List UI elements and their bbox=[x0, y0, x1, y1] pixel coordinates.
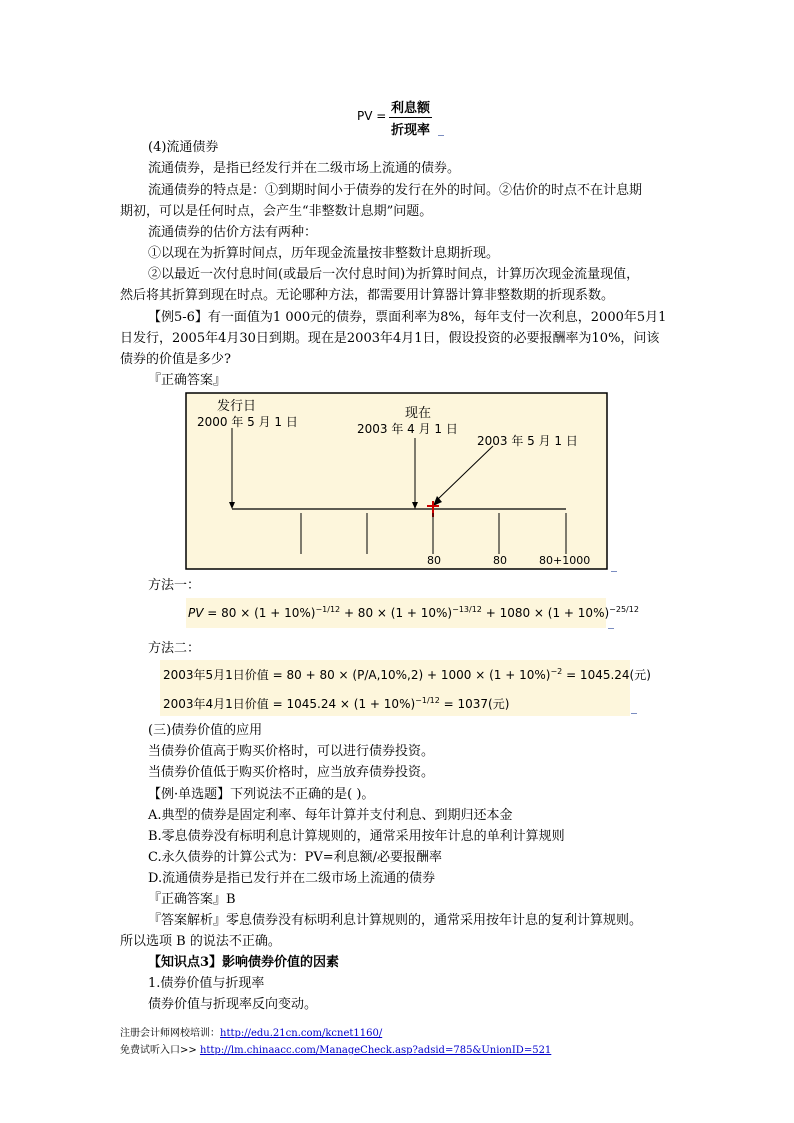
paragraph: 当债券价值低于购买价格时，应当放弃债券投资。 bbox=[148, 765, 435, 780]
pv-numerator: 利息额 bbox=[389, 97, 432, 118]
paragraph: ②以最近一次付息时间(或最后一次付息时间)为折算时间点，计算历次现金流量现值， bbox=[148, 267, 640, 282]
footer-label-1: 注册会计师网校培训： bbox=[120, 1028, 220, 1039]
cashflow-1-label: 80 bbox=[427, 554, 441, 567]
now-label: 现在 bbox=[405, 406, 432, 421]
paragraph: 期初，可以是任何时点，会产生“非整数计息期”问题。 bbox=[120, 204, 433, 219]
timeline-svg bbox=[185, 392, 608, 570]
paragraph: 流通债券，是指已经发行并在二级市场上流通的债券。 bbox=[148, 161, 461, 176]
paragraph: 然后将其折算到现在时点。无论哪种方法，都需要用计算器计算非整数期的折现系数。 bbox=[120, 288, 615, 303]
correct-answer: 『正确答案』B bbox=[148, 892, 236, 907]
question-heading: 【例·单选题】下列说法不正确的是( )。 bbox=[148, 787, 375, 802]
pv-denominator: 折现率 bbox=[391, 123, 431, 138]
footer-link-2[interactable]: http://lm.chinaacc.com/ManageCheck.asp?adsid=785&UnionID=521 bbox=[199, 1045, 552, 1056]
section-heading-application: (三)债券价值的应用 bbox=[148, 723, 263, 738]
paragraph: 当债券价值高于购买价格时，可以进行债券投资。 bbox=[148, 744, 435, 759]
knowledge-point-heading: 【知识点3】影响债券价值的因素 bbox=[148, 955, 340, 970]
paragraph: 日发行，2005年4月30日到期。现在是2003年4月1日，假设投资的必要报酬率为10%，问该 bbox=[120, 331, 660, 346]
method-two-line1: 2003年5月1日价值 = $80 + 80 \times (P/A,10\%,2) + 1000 \times (1 + 10\%)^{-2} = 1045.24$(元) bbox=[163, 667, 651, 682]
method-one-equation: PV = $80 \times (1 + 10\%)^{-1/12} + 80 \times (1 + 10\%)^{-13/12} + 1080 \times (1 + 10\%)^{-25/12}$ bbox=[188, 605, 639, 620]
next-date: 2003 年 5 月 1 日 bbox=[477, 434, 578, 448]
method-one-label: 方法一： bbox=[148, 578, 201, 593]
option-c: C.永久债券的计算公式为：PV=利息额/必要报酬率 bbox=[148, 850, 443, 865]
example-heading: 【例5-6】有一面值为1 000元的债券，票面利率为8%，每年支付一次利息，2000年5月1 bbox=[148, 310, 667, 325]
pv-formula-fraction bbox=[389, 97, 432, 138]
footer-label-2: 免费试听入口>> bbox=[120, 1045, 200, 1056]
now-date: 2003 年 4 月 1 日 bbox=[357, 422, 458, 436]
subheading: 1.债券价值与折现率 bbox=[148, 976, 265, 991]
method-one-formula bbox=[186, 598, 639, 628]
footer-line-1 bbox=[120, 1027, 382, 1041]
option-d: D.流通债券是指已发行并在二级市场上流通的债券 bbox=[148, 871, 436, 886]
footer-link-1[interactable]: http://edu.21cn.com/kcnet1160/ bbox=[220, 1028, 383, 1039]
issue-date: 2000 年 5 月 1 日 bbox=[197, 415, 298, 429]
paragraph: 债券价值与折现率反向变动。 bbox=[148, 997, 318, 1012]
method-two-formula bbox=[160, 660, 651, 716]
answer-explanation: 『答案解析』零息债券没有标明利息计算规则的，通常采用按年计息的复利计算规则。 bbox=[148, 913, 643, 928]
method-two-label: 方法二： bbox=[148, 641, 201, 656]
issue-label: 发行日 bbox=[217, 399, 257, 414]
paragraph: ①以现在为折算时间点，历年现金流量按非整数计息期折现。 bbox=[148, 246, 500, 261]
option-b: B.零息债券没有标明利息计算规则的，通常采用按年计息的单利计算规则 bbox=[148, 829, 565, 844]
answer-label: 『正确答案』 bbox=[148, 373, 227, 388]
paragraph: 流通债券的估价方法有两种： bbox=[148, 225, 318, 240]
answer-explanation-cont: 所以选项 B 的说法不正确。 bbox=[120, 934, 281, 949]
paragraph: 流通债券的特点是：①到期时间小于债券的发行在外的时间。②估价的时点不在计息期 bbox=[148, 183, 643, 198]
cashflow-2-label: 80 bbox=[493, 554, 507, 567]
pv-formula bbox=[355, 96, 437, 138]
option-a: A.典型的债券是固定利率、每年计算并支付利息、到期归还本金 bbox=[148, 808, 513, 823]
paragraph: 债券的价值是多少? bbox=[120, 352, 231, 367]
heading-circulating-bond: (4)流通债券 bbox=[148, 140, 219, 155]
pv-formula-lhs: PV = bbox=[357, 109, 387, 123]
footer-line-2 bbox=[120, 1044, 551, 1058]
cashflow-3-label: 80+1000 bbox=[539, 554, 591, 567]
timeline-diagram bbox=[185, 392, 608, 570]
method-two-line2: 2003年4月1日价值 = $1045.24 \times (1 + 10\%)^{-1/12} = 1037$(元) bbox=[163, 696, 510, 711]
